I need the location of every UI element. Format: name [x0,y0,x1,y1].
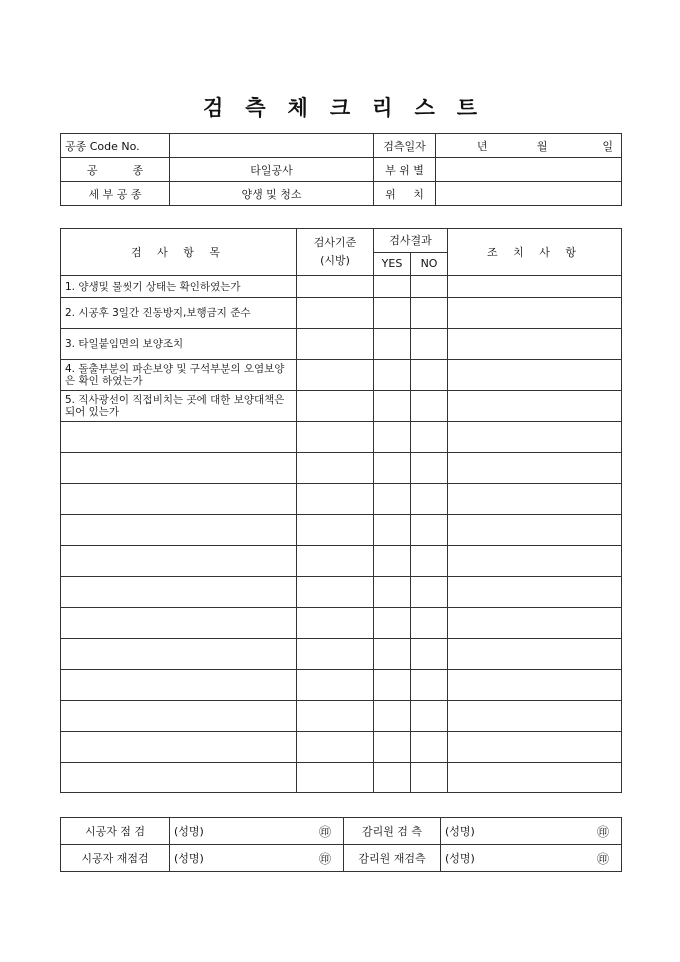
action-cell[interactable] [448,360,622,391]
title-char: 검 [202,95,224,120]
action-cell[interactable] [448,453,622,484]
empty-row [61,608,622,639]
check-item[interactable] [61,577,297,608]
empty-row [61,732,622,763]
yes-cell[interactable] [374,546,411,577]
no-cell[interactable] [411,360,448,391]
action-cell[interactable] [448,298,622,329]
no-cell[interactable] [411,732,448,763]
action-cell[interactable] [448,546,622,577]
table-row [61,360,622,391]
yes-cell[interactable] [374,453,411,484]
seal-icon: ㊞ [596,824,609,839]
check-item: 2. 시공후 3일간 진동방지,보행금지 준수 [61,298,297,329]
no-cell[interactable] [411,276,448,298]
action-cell[interactable] [448,276,622,298]
no-cell[interactable] [411,422,448,453]
contractor-recheck-label: 시공자 재점검 [61,845,170,872]
empty-row [61,422,622,453]
location-label: 위 치 [374,182,436,206]
yes-cell[interactable] [374,608,411,639]
empty-row [61,453,622,484]
yes-cell[interactable] [374,763,411,793]
yes-cell[interactable] [374,639,411,670]
table-row [61,329,622,360]
yes-cell[interactable] [374,701,411,732]
yes-cell[interactable] [374,577,411,608]
table-row [61,391,622,422]
title-char: 스 [414,95,435,120]
no-cell[interactable] [411,639,448,670]
standard-header-line1: 검사기준 [313,236,357,249]
signature-row [61,845,622,872]
supervisor-inspect-label: 감리원 검 측 [344,818,441,845]
yes-cell[interactable] [374,484,411,515]
yes-cell[interactable] [374,515,411,546]
inspection-date-label: 검측일자 [374,134,436,158]
seal-icon: ㊞ [304,845,344,872]
standard-cell[interactable] [297,453,374,484]
no-cell[interactable] [411,515,448,546]
table-row [61,298,622,329]
action-cell[interactable] [448,515,622,546]
empty-row [61,577,622,608]
page-title [0,92,680,122]
no-cell[interactable] [411,298,448,329]
standard-cell[interactable] [297,577,374,608]
supervisor-name-text: (성명) [445,824,475,838]
supervisor-recheck-name-field[interactable] [441,845,622,872]
empty-row [61,701,622,732]
yes-header: YES [374,252,411,276]
action-cell[interactable] [448,577,622,608]
title-char: 측 [245,95,266,120]
title-char: 리 [372,95,393,120]
check-item: 4. 돌출부분의 파손보양 및 구석부분의 오염보양은 확인 하였는가 [61,360,297,391]
check-item[interactable] [61,515,297,546]
no-cell[interactable] [411,763,448,793]
no-cell[interactable] [411,577,448,608]
action-cell[interactable] [448,701,622,732]
standard-cell[interactable] [297,732,374,763]
contractor-name-field[interactable]: (성명) [170,818,304,845]
seal-icon: ㊞ [596,851,609,866]
no-cell[interactable] [411,329,448,360]
standard-cell[interactable] [297,608,374,639]
standard-cell[interactable] [297,329,374,360]
no-cell[interactable] [411,391,448,422]
no-cell[interactable] [411,670,448,701]
standard-cell[interactable] [297,484,374,515]
part-label: 부 위 별 [374,158,436,182]
yes-cell[interactable] [374,276,411,298]
seal-icon: ㊞ [304,818,344,845]
standard-cell[interactable] [297,391,374,422]
check-item[interactable] [61,670,297,701]
work-type-value[interactable]: 타일공사 [170,158,374,182]
check-item: 1. 양생및 물씻기 상태는 확인하였는가 [61,276,297,298]
contractor-recheck-name-field[interactable]: (성명) [170,845,304,872]
info-table [60,133,622,206]
no-cell[interactable] [411,608,448,639]
signature-row [61,818,622,845]
yes-cell[interactable] [374,670,411,701]
yes-cell[interactable] [374,422,411,453]
standard-cell[interactable] [297,763,374,793]
sub-work-type-label: 세 부 공 종 [61,182,170,206]
action-header: 조 치 사 항 [448,229,622,276]
standard-header-line2: (시방) [320,254,350,267]
standard-cell[interactable] [297,515,374,546]
code-label: 공종 Code No. [61,134,170,158]
date-day[interactable]: 일 [560,134,622,158]
info-row [61,182,622,206]
check-item[interactable] [61,639,297,670]
header-row [61,229,622,253]
work-type-label: 공 종 [61,158,170,182]
action-cell[interactable] [448,422,622,453]
standard-cell[interactable] [297,670,374,701]
sub-work-type-value[interactable]: 양생 및 청소 [170,182,374,206]
empty-row [61,670,622,701]
code-value[interactable] [170,134,374,158]
check-item[interactable] [61,763,297,793]
no-cell[interactable] [411,453,448,484]
signature-table [60,817,622,872]
action-cell[interactable] [448,391,622,422]
standard-cell[interactable] [297,360,374,391]
empty-row [61,639,622,670]
checklist-table [60,228,622,793]
supervisor-name-field[interactable] [441,818,622,845]
check-item: 5. 직사광선이 직접비치는 곳에 대한 보양대책은 되어 있는가 [61,391,297,422]
date-year[interactable]: 년 [436,134,498,158]
check-item[interactable] [61,608,297,639]
location-value[interactable] [436,182,622,206]
info-row [61,134,622,158]
date-month[interactable]: 월 [498,134,560,158]
empty-row [61,484,622,515]
result-header: 검사결과 [374,229,448,253]
check-item[interactable] [61,453,297,484]
empty-row [61,763,622,793]
yes-cell[interactable] [374,391,411,422]
supervisor-recheck-name-text: (성명) [445,851,475,865]
standard-cell[interactable] [297,701,374,732]
action-cell[interactable] [448,670,622,701]
standard-cell[interactable] [297,276,374,298]
action-cell[interactable] [448,732,622,763]
empty-row [61,546,622,577]
check-item[interactable] [61,701,297,732]
title-char: 트 [456,95,478,120]
standard-cell[interactable] [297,639,374,670]
contractor-check-label: 시공자 점 검 [61,818,170,845]
check-item[interactable] [61,422,297,453]
no-cell[interactable] [411,484,448,515]
yes-cell[interactable] [374,732,411,763]
standard-cell[interactable] [297,546,374,577]
standard-cell[interactable] [297,298,374,329]
action-cell[interactable] [448,608,622,639]
check-item: 3. 타일붙임면의 보양조치 [61,329,297,360]
action-cell[interactable] [448,484,622,515]
standard-header [297,229,374,276]
no-cell[interactable] [411,701,448,732]
empty-row [61,515,622,546]
action-cell[interactable] [448,329,622,360]
yes-cell[interactable] [374,360,411,391]
check-item[interactable] [61,732,297,763]
check-item[interactable] [61,484,297,515]
info-row [61,158,622,182]
no-cell[interactable] [411,546,448,577]
title-char: 체 [287,95,308,120]
supervisor-reinspect-label: 감리원 재검측 [344,845,441,872]
table-row [61,276,622,298]
yes-cell[interactable] [374,329,411,360]
action-cell[interactable] [448,639,622,670]
title-char: 크 [329,95,351,120]
item-header: 검 사 항 목 [61,229,297,276]
standard-cell[interactable] [297,422,374,453]
action-cell[interactable] [448,763,622,793]
check-item[interactable] [61,546,297,577]
no-header: NO [411,252,448,276]
yes-cell[interactable] [374,298,411,329]
part-value[interactable] [436,158,622,182]
